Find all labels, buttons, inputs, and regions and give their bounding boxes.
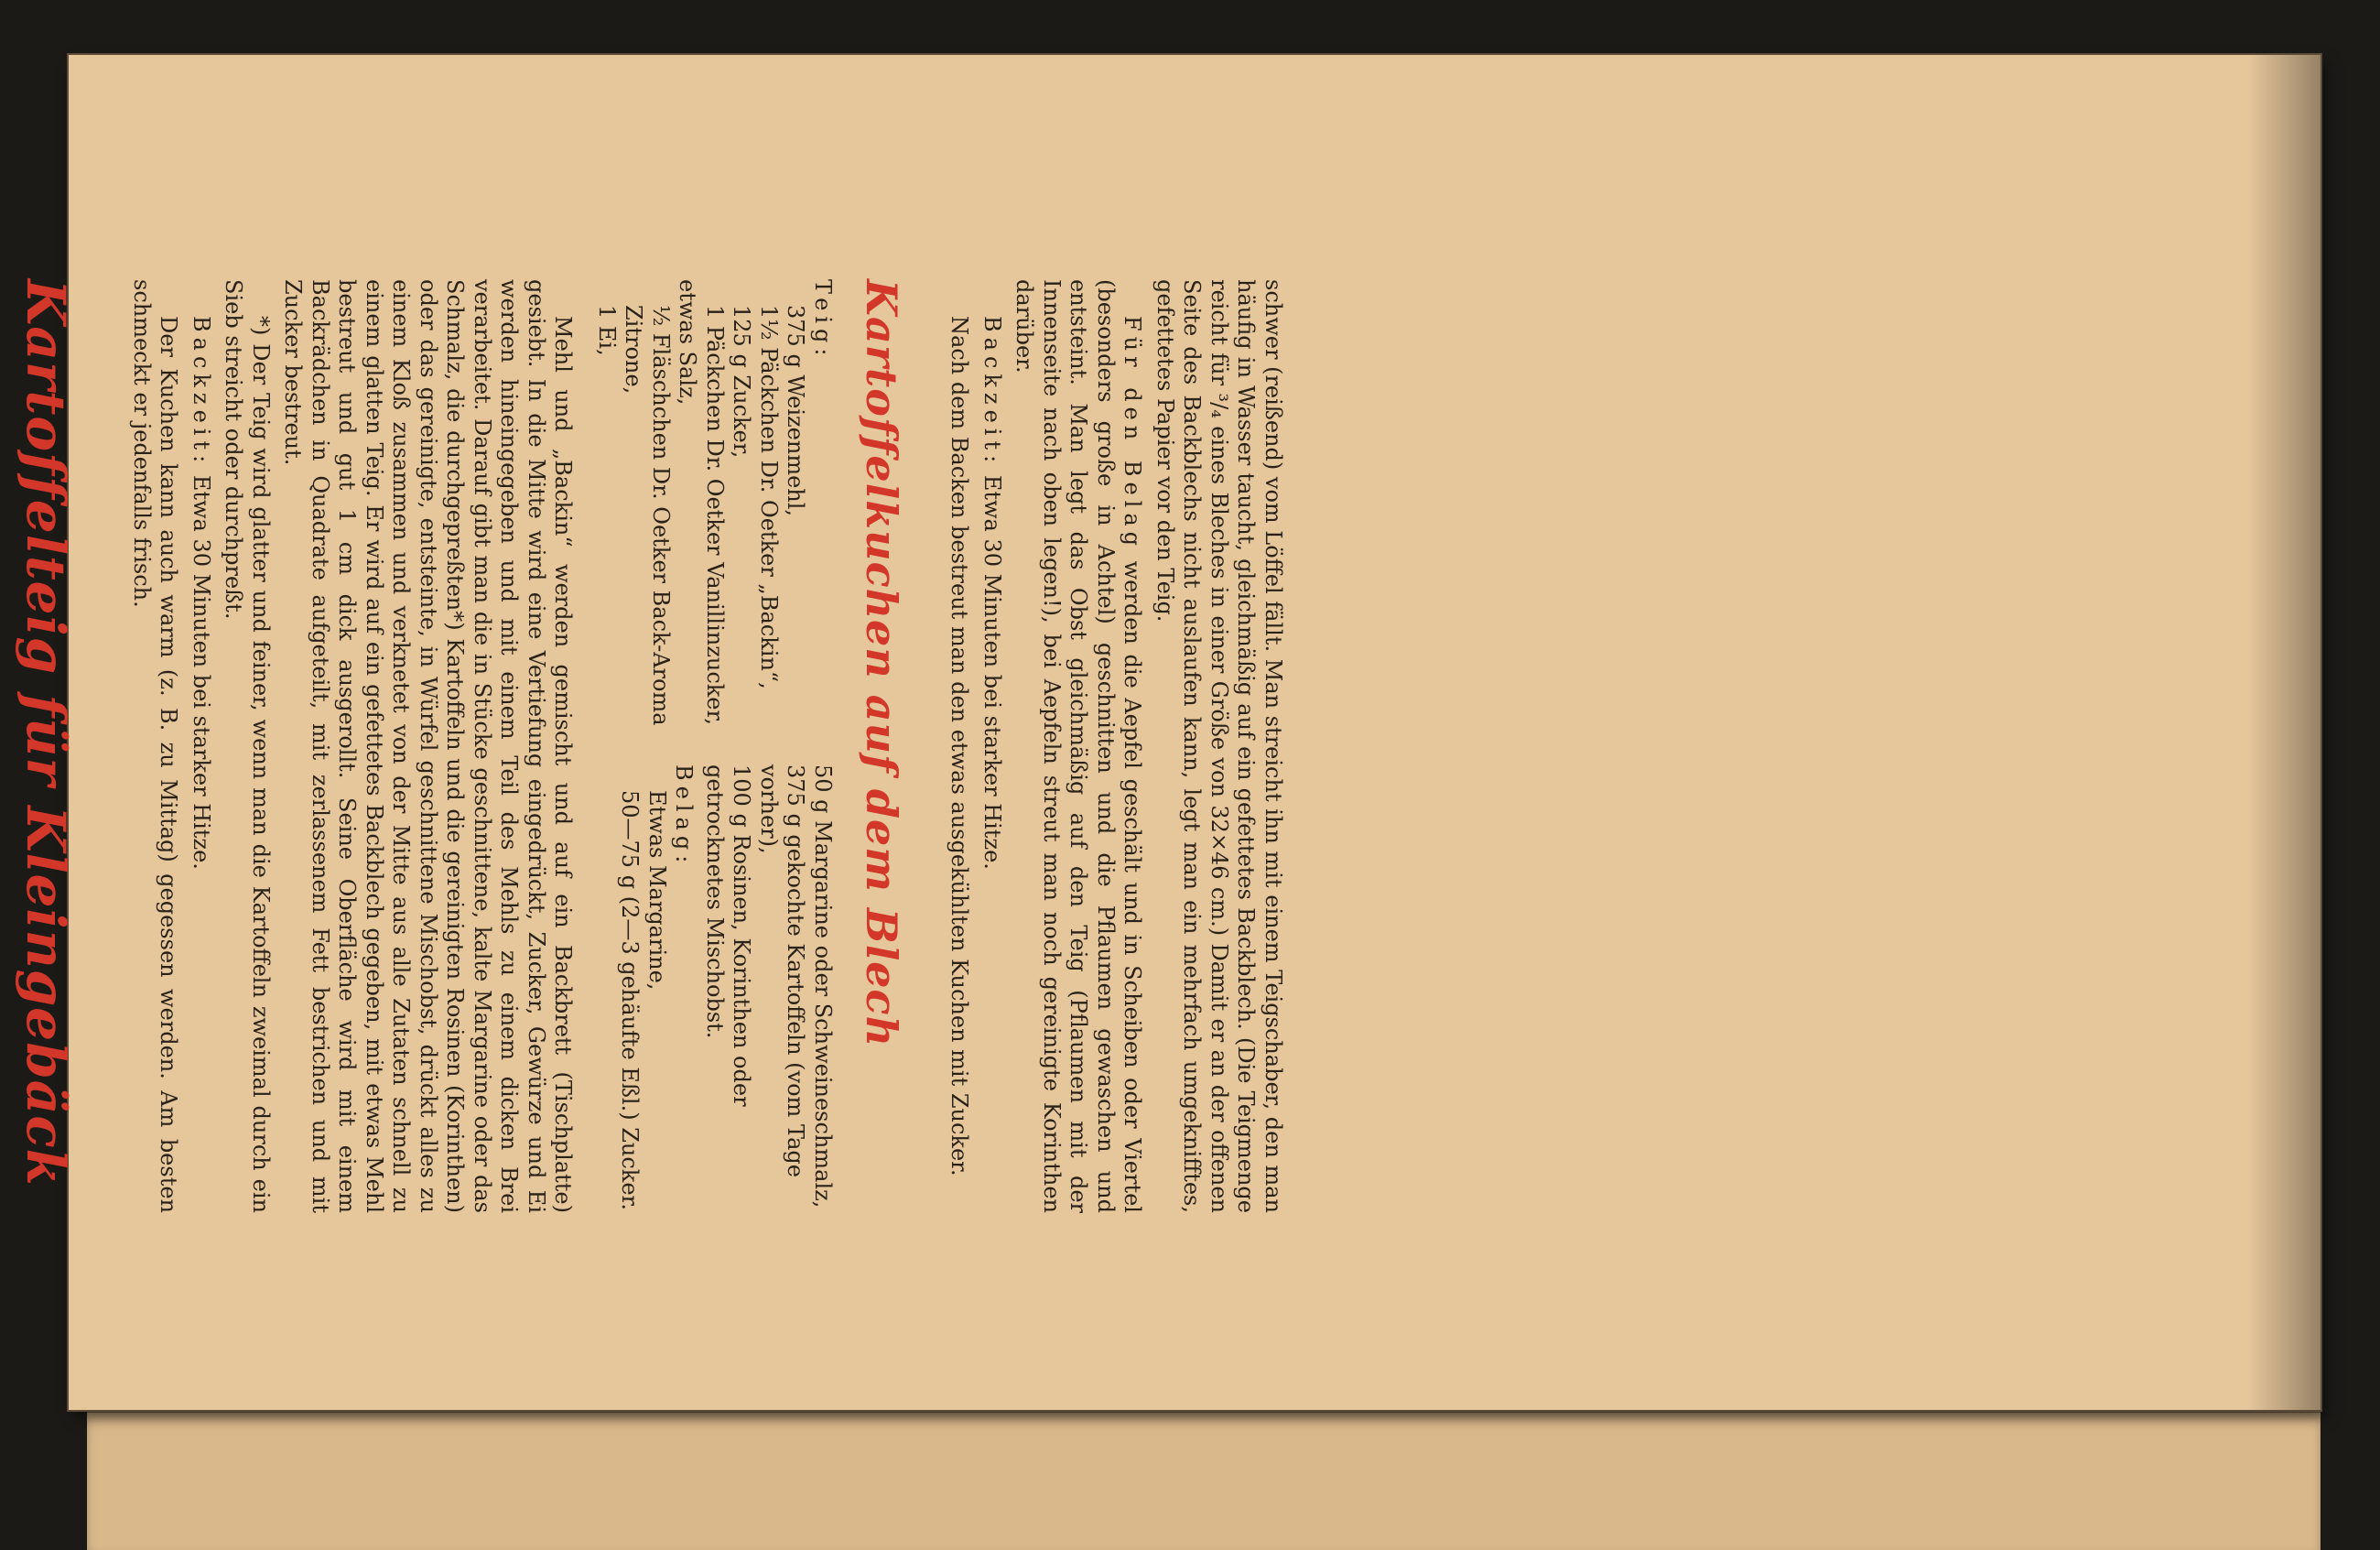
recipe-1-backzeit (188, 279, 215, 1213)
backzeit-label: Backzeit: (979, 316, 1005, 469)
ingredient: 375 g Weizenmehl, (783, 305, 809, 517)
belag-list-label: Belag: (671, 764, 698, 869)
intro-paragraph-4: Nach dem Backen bestreut man den etwas ausgekühlten Kuchen mit Zucker. (947, 316, 973, 1176)
ingredient: ½ Fläschchen Dr. Oetker Back-Aroma Zitrone, (621, 305, 674, 726)
ingredient: 125 g Zucker, (729, 305, 755, 459)
ingredient: Etwas Margarine, (644, 790, 670, 991)
ingredient: etwas Salz, (675, 279, 701, 406)
ingredient: 375 g gekochte Kartoffeln (vom Tage vorher), (756, 764, 809, 1177)
text-column (0, 279, 1286, 1213)
recipe-1-title: Kartoffelkuchen auf dem Blech (857, 279, 906, 1048)
recipe-1-footnote: *) Der Teig wird glatter und feiner, wenn man die Kartoffeln zweimal durch ein Sieb streicht oder durchpreßt. (221, 279, 274, 1213)
belag-label: Für den Belag (1120, 316, 1146, 552)
next-page-edge (87, 1410, 2320, 1550)
recipe-1-ingredients (593, 279, 837, 1213)
recipe-1-serving: Der Kuchen kann auch warm (z. B. zu Mittag) gegessen werden. Am besten schmeckt er jedenfalls frisch. (129, 279, 182, 1213)
recipe-1-method: Mehl und „Backin“ werden gemischt und auf ein Backbrett (Tischplatte) gesiebt. In die Mitte wird eine Vertiefung eingedrückt, Zucker, Gewürze und Ei werden hineingegeben und mit einem Teil des Mehls zu einem dicken Brei verarbeitet. Darauf gibt man die in Stücke geschnittene, kalte Margarine oder das Schmalz, die durchgepreßten*) Kartoffeln und die gereinigten Rosinen (Korinthen) oder das gereinigte, entsteinte, in Würfel geschnittene Mischobst, drückt alles zu einem Kloß zusammen und verknetet von der Mitte aus alle Zutaten schnell zu einem glatten Teig. Er wird auf ein gefettetes Backblech gegeben, mit etwas Mehl bestreut und gut 1 cm dick ausgerollt. Seine Oberfläche wird mit einem Backrädchen in Quadrate aufgeteilt, mit zerlassenem Fett bestrichen und mit Zucker bestreut. (280, 279, 577, 1213)
ingredient: 1½ Päckchen Dr. Oetker „Backin“, (756, 305, 782, 689)
intro-paragraph-1: schwer (reißend) vom Löffel fällt. Man streicht ihn mit einem Teigschaber, den man häufig in Wasser taucht, gleichmäßig auf ein gefettetes Backblech. (Die Teigmenge reicht für ³/₄ eines Bleches in einer Größe von 32×46 cm.) Damit er an der offenen Seite des Backblechs nicht auslaufen kann, legt man ein mehrfach umgeknifftes, gefettetes Papier vor den Teig. (1152, 279, 1286, 1213)
ingredient: 100 g Rosinen, Korinthen oder getrocknetes Mischobst. (702, 764, 755, 1107)
teig-label: Teig: (810, 279, 836, 362)
teig-column-right (593, 764, 837, 1213)
intro-paragraph-2 (1011, 279, 1146, 1213)
teig-column (593, 279, 837, 728)
backzeit-label: Backzeit: (189, 316, 214, 469)
belag-text: werden die Aepfel geschält und in Scheiben oder Viertel (besonders große in Achtel) geschnitten und die Pflaumen gewaschen und entsteint. Man legt das Obst gleichmäßig auf den Teig (Pflaumen mit der Innenseite nach oben legen!), bei Aepfeln streut man noch gereinigte Korinthen darüber. (1012, 279, 1146, 1213)
intro-backzeit (979, 279, 1006, 1213)
booklet-page (15, 55, 2320, 1410)
ingredient: 1 Ei, (594, 305, 620, 356)
backzeit-text: Etwa 30 Minuten bei starker Hitze. (189, 474, 214, 870)
recipe-2-title: Kartoffelteig für Kleingebäck (15, 279, 78, 1187)
ingredient: 50—75 g (2—3 gehäufte Eßl.) Zucker. (617, 790, 644, 1211)
ingredient: 50 g Margarine oder Schweineschmalz, (810, 764, 836, 1209)
page-content-rotated (0, 55, 1423, 1410)
ingredient: 1 Päckchen Dr. Oetker Vanillinzucker, (702, 305, 728, 725)
backzeit-text: Etwa 30 Minuten bei starker Hitze. (979, 474, 1005, 870)
